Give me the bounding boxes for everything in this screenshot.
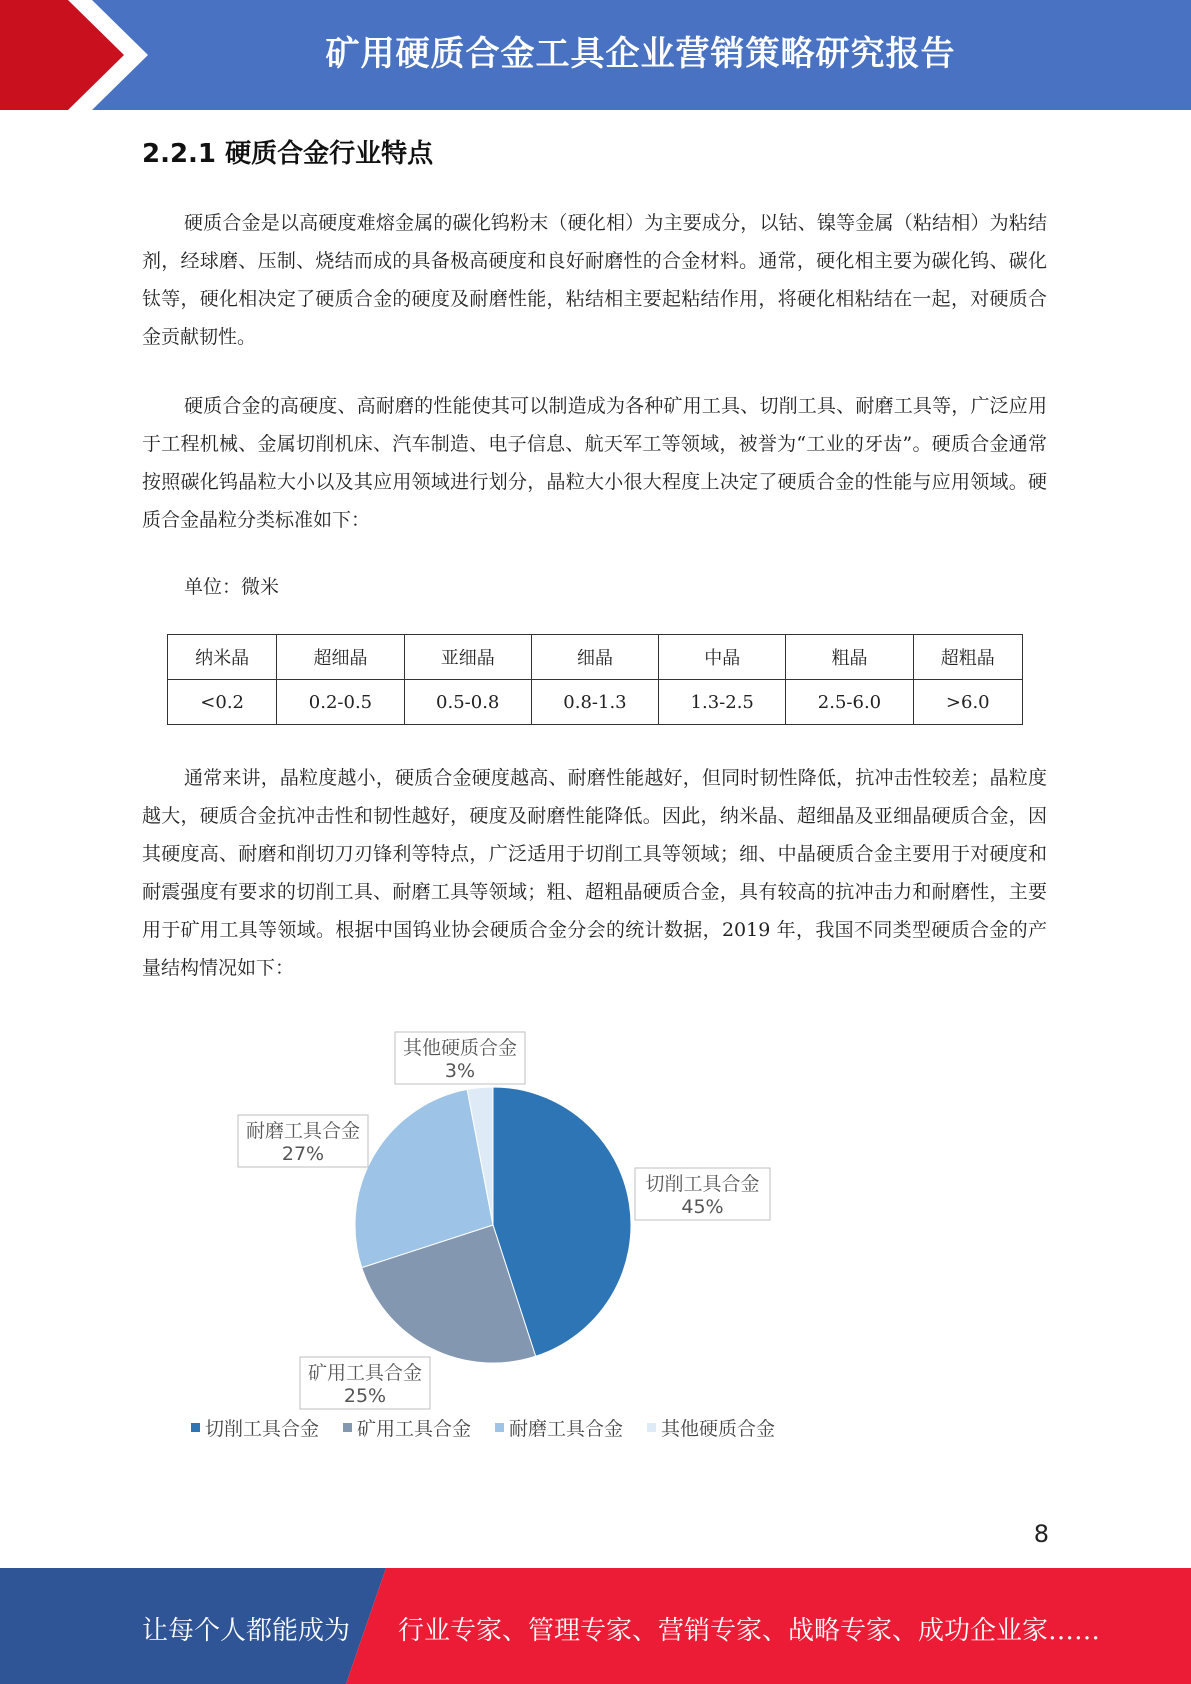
- callout-category-label: 其他硬质合金: [402, 1037, 518, 1059]
- legend-label: 切削工具合金: [205, 1418, 320, 1440]
- table-cell: 0.2-0.5: [277, 680, 404, 725]
- table-header-cell: 中晶: [659, 635, 786, 680]
- production-structure-pie-chart: [180, 1020, 820, 1460]
- legend-item: [191, 1414, 319, 1441]
- legend-swatch: [647, 1423, 656, 1432]
- table-header-row: [168, 635, 1023, 680]
- paragraph-3: 通常来讲，晶粒度越小，硬质合金硬度越高、耐磨性能越好，但同时韧性降低，抗冲击性较差；晶粒度越大，硬质合金抗冲击性和韧性越好，硬度及耐磨性能降低。因此，纳米晶、超细晶及亚细晶硬质合金，因其硬度高、耐磨和削切刀刃锋利等特点，广泛适用于切削工具等领域；细、中晶硬质合金主要用于对硬度和耐震强度有要求的切削工具、耐磨工具等领域；粗、超粗晶硬质合金，具有较高的抗冲击力和耐磨性，主要用于矿用工具等领域。根据中国钨业协会硬质合金分会的统计数据，2019 年，我国不同类型硬质合金的产量结构情况如下：: [142, 767, 1047, 979]
- callout-percent-label: 45%: [681, 1196, 724, 1218]
- slice-callout-2: [300, 1357, 430, 1409]
- legend-label: 其他硬质合金: [661, 1418, 776, 1440]
- unit-label: 单位：微米: [184, 576, 280, 598]
- table-cell: 0.8-1.3: [531, 680, 658, 725]
- table-row: [168, 680, 1023, 725]
- table-cell: 2.5-6.0: [786, 680, 913, 725]
- callout-percent-label: 27%: [281, 1143, 325, 1165]
- callout-category-label: 矿用工具合金: [307, 1362, 423, 1384]
- footer-slogan-right: 行业专家、管理专家、营销专家、战略专家、成功企业家……: [398, 1616, 1101, 1646]
- legend-label: 耐磨工具合金: [509, 1418, 624, 1440]
- chart-legend: [191, 1414, 775, 1441]
- table-cell: >6.0: [913, 680, 1022, 725]
- table-cell: 1.3-2.5: [659, 680, 786, 725]
- page-header: [0, 0, 1191, 110]
- report-title: 矿用硬质合金工具企业营销策略研究报告: [325, 34, 956, 74]
- page-number: 8: [1033, 1520, 1049, 1548]
- slice-callout-1: [635, 1168, 770, 1220]
- legend-item: [647, 1414, 775, 1441]
- grain-size-table: [167, 634, 1023, 725]
- legend-item: [343, 1414, 471, 1441]
- table-header-cell: 超细晶: [277, 635, 404, 680]
- callout-percent-label: 3%: [444, 1060, 476, 1082]
- callout-category-label: 耐磨工具合金: [245, 1120, 361, 1142]
- table-header-cell: 纳米晶: [168, 635, 277, 680]
- table-header-cell: 粗晶: [786, 635, 913, 680]
- table-header-cell: 超粗晶: [913, 635, 1022, 680]
- legend-swatch: [495, 1423, 504, 1432]
- callout-category-label: 切削工具合金: [645, 1173, 760, 1195]
- slice-callout-4: [395, 1032, 525, 1084]
- legend-swatch: [191, 1423, 200, 1432]
- table-header-cell: 亚细晶: [404, 635, 531, 680]
- section-title: 2.2.1 硬质合金行业特点: [142, 139, 434, 169]
- callout-percent-label: 25%: [343, 1385, 387, 1407]
- page-footer: [0, 1568, 1191, 1684]
- legend-item: [495, 1414, 623, 1441]
- paragraph-1: 硬质合金是以高硬度难熔金属的碳化钨粉末（硬化相）为主要成分，以钴、镍等金属（粘结相）为粘结剂，经球磨、压制、烧结而成的具备极高硬度和良好耐磨性的合金材料。通常，硬化相主要为碳化钨、碳化钛等，硬化相决定了硬质合金的硬度及耐磨性能，粘结相主要起粘结作用，将硬化相粘结在一起，对硬质合金贡献韧性。: [142, 212, 1047, 348]
- table-header-cell: 细晶: [531, 635, 658, 680]
- table-cell: 0.5-0.8: [404, 680, 531, 725]
- legend-label: 矿用工具合金: [357, 1418, 472, 1440]
- footer-slogan-left: 让每个人都能成为: [142, 1616, 351, 1646]
- table-cell: <0.2: [168, 680, 277, 725]
- slice-callout-3: [238, 1115, 368, 1167]
- legend-swatch: [343, 1423, 352, 1432]
- paragraph-2: 硬质合金的高硬度、高耐磨的性能使其可以制造成为各种矿用工具、切削工具、耐磨工具等，广泛应用于工程机械、金属切削机床、汽车制造、电子信息、航天军工等领域，被誉为“工业的牙齿”。硬质合金通常按照碳化钨晶粒大小以及其应用领域进行划分，晶粒大小很大程度上决定了硬质合金的性能与应用领域。硬质合金晶粒分类标准如下：: [142, 395, 1047, 531]
